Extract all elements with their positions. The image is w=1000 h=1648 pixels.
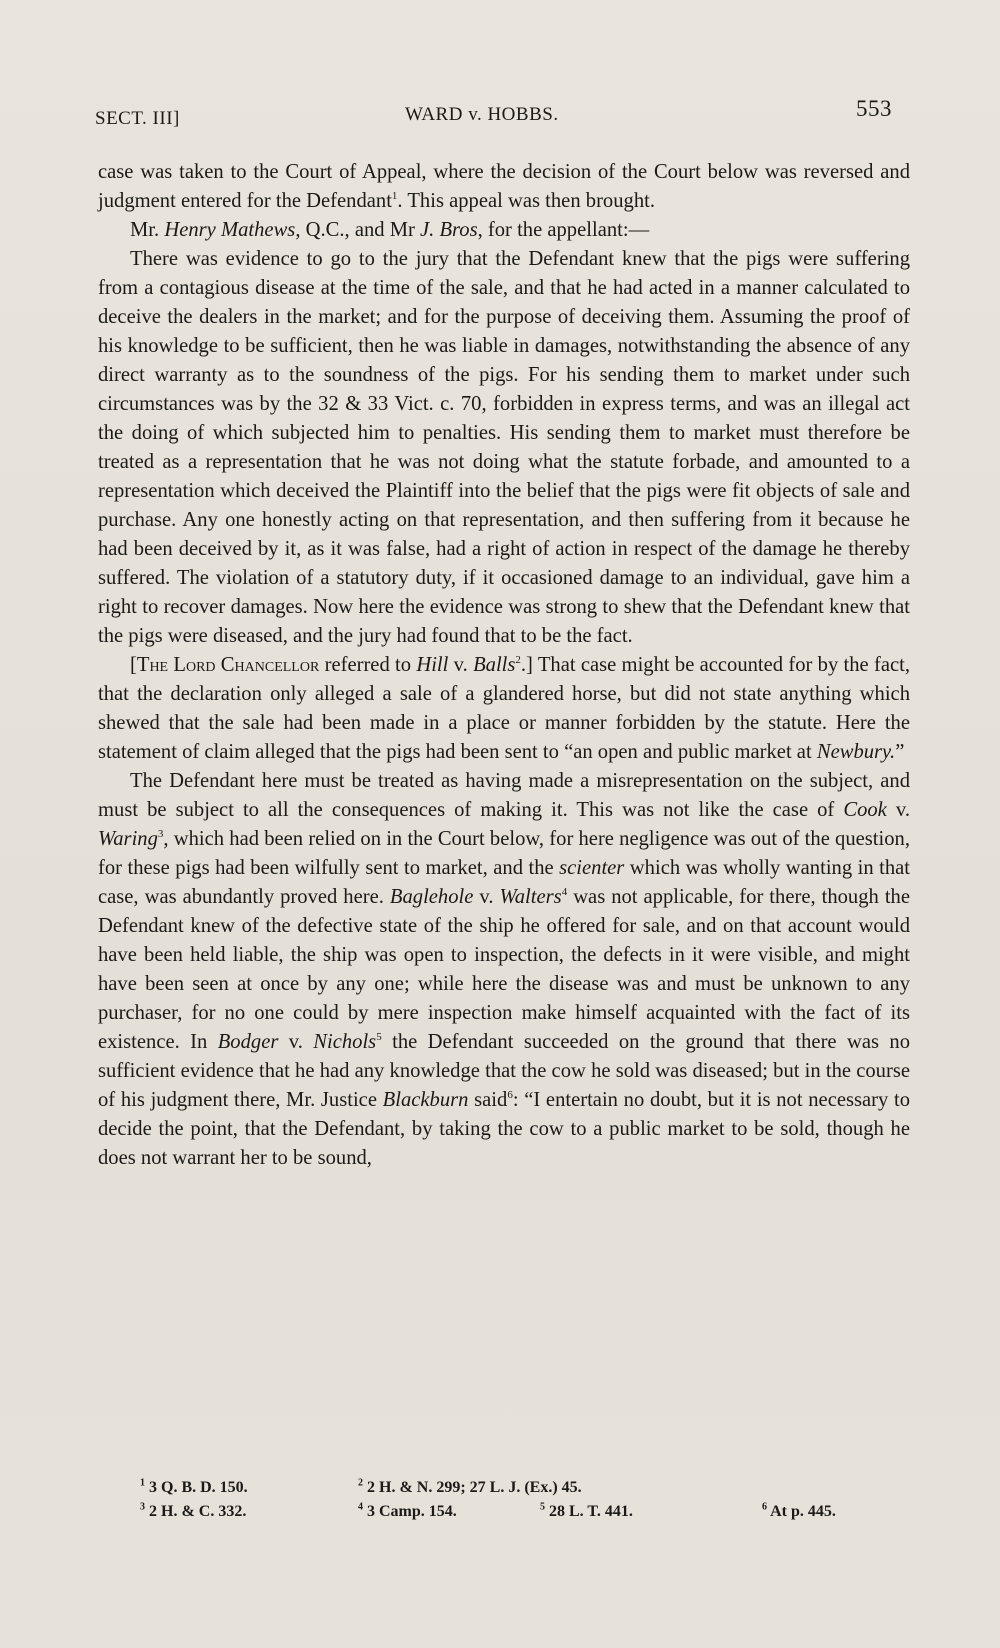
- footnote-6: $^6$ At p. 445.: [762, 1501, 836, 1520]
- counsel-name: J. Bros: [420, 219, 478, 241]
- case-name: Cook: [843, 799, 887, 821]
- judge-name: Blackburn: [382, 1089, 469, 1111]
- counsel-name: Henry Mathews: [164, 219, 296, 241]
- footnote-row: [140, 1476, 910, 1500]
- case-title: WARD v. HOBBS.: [405, 104, 559, 125]
- section-label: SECT. III]: [95, 108, 180, 129]
- speaker-name: The Lord Chancellor: [136, 654, 320, 676]
- body-text: [98, 158, 910, 1173]
- footnotes: [140, 1476, 910, 1524]
- paragraph-2: Mr. Henry Mathews, Q.C., and Mr J. Bros, for the appellant:—: [130, 219, 650, 241]
- case-name: Balls: [473, 654, 516, 676]
- footnote-5: $^5$ 28 L. T. 441.: [540, 1501, 633, 1520]
- case-name: Hill: [416, 654, 449, 676]
- paragraph-3: There was evidence to go to the jury that the Defendant knew that the pigs were suffering from a contagious disease at the time of the sale, and that he had acted in a manner calculated to deceive the dealers in the market; and for the purpose of deceiving them. Assuming the proof of his knowledge to be sufficient, then he was liable in damages, notwithstanding the absence of any direct warranty as to the soundness of the pigs. For his sending them to market under such circumstances was by the 32 & 33 Vict. c. 70, forbidden in express terms, and was an illegal act the doing of which subjected him to penalties. His sending them to market must therefore be treated as a representation that he was not doing what the statute forbade, and amounted to a representation which deceived the Plaintiff into the belief that the pigs were fit objects of sale and purchase. Any one honestly acting on that representation, and then suffering from it because he had been deceived by it, as it was false, had a right of action in respect of the damage he thereby suffered. The violation of a statutory duty, if it occasioned damage to an individual, gave him a right to recover damages. Now here the evidence was strong to shew that the Defendant knew that the pigs were diseased, and the jury had found that to be the fact.: [98, 248, 910, 647]
- paragraph-4: [The Lord Chancellor referred to Hill v. Balls$^2$.] That case might be accounted for by the fact, that the declaration only alleged a sale of a glandered horse, but did not state anything which shewed that the sale had been made in a place or manner forbidden by the statute. Here the statement of claim alleged that the pigs had been sent to “an open and public market at Newbury.”: [98, 654, 910, 763]
- case-name: Baglehole: [389, 886, 474, 908]
- footnote-1: $^1$ 3 Q. B. D. 150.: [140, 1477, 248, 1496]
- footnote-row: [140, 1500, 910, 1524]
- page-number: 553: [856, 96, 892, 121]
- case-name: Nichols: [313, 1031, 377, 1053]
- footnote-2: $^2$ 2 H. & N. 299; 27 L. J. (Ex.) 45.: [358, 1477, 582, 1496]
- case-name: Bodger: [217, 1031, 279, 1053]
- case-name: Walters: [499, 886, 562, 908]
- legal-term: scienter: [559, 857, 625, 879]
- place-name: Newbury.: [816, 741, 896, 763]
- footnote-3: $^3$ 2 H. & C. 332.: [140, 1501, 247, 1520]
- paragraph-5: The Defendant here must be treated as having made a misrepresentation on the subject, and must be subject to all the consequences of making it. This was not like the case of Cook v. Waring$^3$, which had been relied on in the Court below, for here negligence was out of the question, for these pigs had been wilfully sent to market, and the scienter which was wholly wanting in that case, was abundantly proved here. Baglehole v. Walters$^4$ was not applicable, for there, though the Defendant knew of the defective state of the ship he offered for sale, and on that account would have been held liable, the ship was open to inspection, the defects in it were visible, and might have been seen at once by any one; while here the disease was and must be unknown to any purchaser, for no one could by mere inspection make himself acquainted with the fact of its existence. In Bodger v. Nichols$^5$ the Defendant succeeded on the ground that there was no sufficient evidence that he had any knowledge that the cow he sold was diseased; but in the course of his judgment there, Mr. Justice Blackburn said$^6$: “I entertain no doubt, but it is not necessary to decide the point, that the Defendant, by taking the cow to a public market to be sold, though he does not warrant her to be sound,: [98, 770, 911, 1169]
- paragraph-1: case was taken to the Court of Appeal, where the decision of the Court below was reversed and judgment entered for the Defendant$^1$. This appeal was then brought.: [98, 161, 910, 212]
- footnote-4: $^4$ 3 Camp. 154.: [358, 1501, 457, 1520]
- case-name: Waring: [98, 828, 158, 850]
- running-header: [95, 96, 892, 136]
